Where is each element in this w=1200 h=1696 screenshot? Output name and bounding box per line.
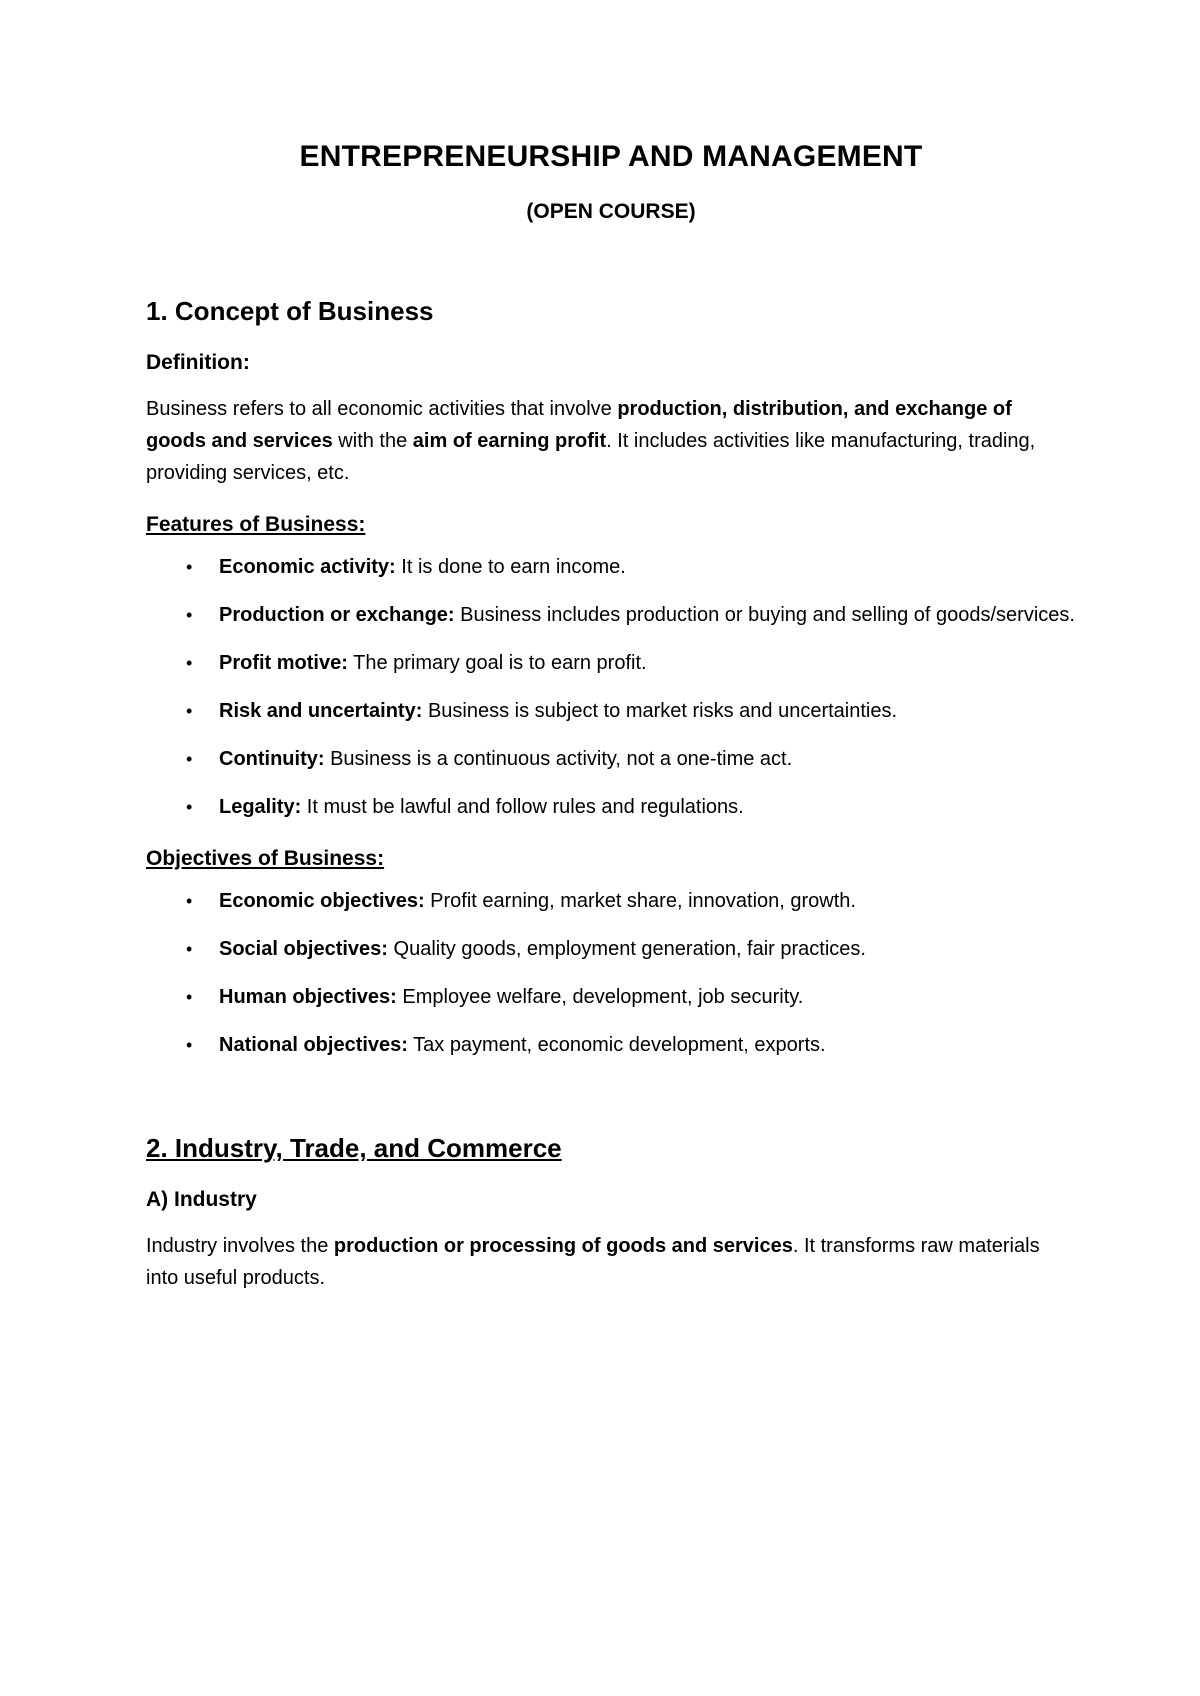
bullet-icon: • [186, 797, 193, 817]
bullet-icon: • [186, 749, 193, 769]
list-item [146, 551, 1076, 583]
objective-desc: Tax payment, economic development, exports. [407, 1034, 826, 1056]
document-title: ENTREPRENEURSHIP AND MANAGEMENT [299, 140, 923, 173]
feature-term: Production or exchange: [219, 604, 455, 626]
objective-term: National objectives: [219, 1034, 408, 1056]
bullet-icon: • [186, 653, 193, 673]
features-heading: Features of Business: [146, 513, 366, 536]
section-heading-industry-trade-commerce: 2. Industry, Trade, and Commerce [146, 1133, 562, 1163]
feature-desc: Business is subject to market risks and uncertainties. [422, 700, 898, 722]
list-item [146, 933, 1076, 965]
document-content [146, 140, 1076, 1294]
industry-text-1: Industry involves the [146, 1235, 334, 1257]
industry-emphasis: production or processing of goods and services [333, 1235, 793, 1257]
definition-text-1: Business refers to all economic activities that involve [146, 398, 618, 420]
feature-term: Legality: [219, 796, 302, 818]
objective-desc: Profit earning, market share, innovation, growth. [424, 890, 856, 912]
list-item [146, 743, 1076, 775]
list-item [146, 695, 1076, 727]
list-item [146, 981, 1076, 1013]
feature-desc: Business is a continuous activity, not a one-time act. [324, 748, 793, 770]
bullet-icon: • [186, 1035, 193, 1055]
definition-emphasis-1: production, distribution, and exchange of goods and services [146, 398, 1012, 452]
feature-desc: It must be lawful and follow rules and regulations. [301, 796, 744, 818]
industry-text-2: . It transforms raw materials into useful products. [146, 1235, 1040, 1289]
objective-desc: Employee welfare, development, job security. [396, 986, 804, 1008]
objective-desc: Quality goods, employment generation, fair practices. [387, 938, 866, 960]
bullet-icon: • [186, 605, 193, 625]
objectives-heading: Objectives of Business: [146, 847, 385, 870]
definition-emphasis-2: aim of earning profit [412, 430, 607, 452]
objective-term: Human objectives: [219, 986, 397, 1008]
bullet-icon: • [186, 939, 193, 959]
industry-paragraph [146, 1230, 1076, 1294]
objective-term: Social objectives: [219, 938, 388, 960]
definition-paragraph [146, 393, 1076, 489]
bullet-icon: • [186, 891, 193, 911]
features-list [146, 551, 1076, 823]
feature-desc: The primary goal is to earn profit. [347, 652, 647, 674]
list-item [146, 791, 1076, 823]
definition-label: Definition: [146, 351, 250, 374]
section-heading-concept-of-business: 1. Concept of Business [146, 296, 434, 326]
bullet-icon: • [186, 701, 193, 721]
feature-term: Profit motive: [219, 652, 348, 674]
list-item [146, 885, 1076, 917]
feature-desc: Business includes production or buying and selling of goods/services. [454, 604, 1075, 626]
feature-term: Continuity: [219, 748, 325, 770]
feature-term: Economic activity: [219, 556, 396, 578]
objectives-list [146, 885, 1076, 1061]
bullet-icon: • [186, 557, 193, 577]
industry-subheading: A) Industry [146, 1188, 257, 1211]
list-item [146, 599, 1076, 631]
objective-term: Economic objectives: [219, 890, 425, 912]
feature-desc: It is done to earn income. [395, 556, 626, 578]
list-item [146, 1029, 1076, 1061]
definition-text-2: with the [332, 430, 413, 452]
definition-text-3: . It includes activities like manufacturing, trading, providing services, etc. [146, 430, 1036, 484]
feature-term: Risk and uncertainty: [219, 700, 423, 722]
list-item [146, 647, 1076, 679]
document-subtitle: (OPEN COURSE) [526, 200, 696, 223]
bullet-icon: • [186, 987, 193, 1007]
